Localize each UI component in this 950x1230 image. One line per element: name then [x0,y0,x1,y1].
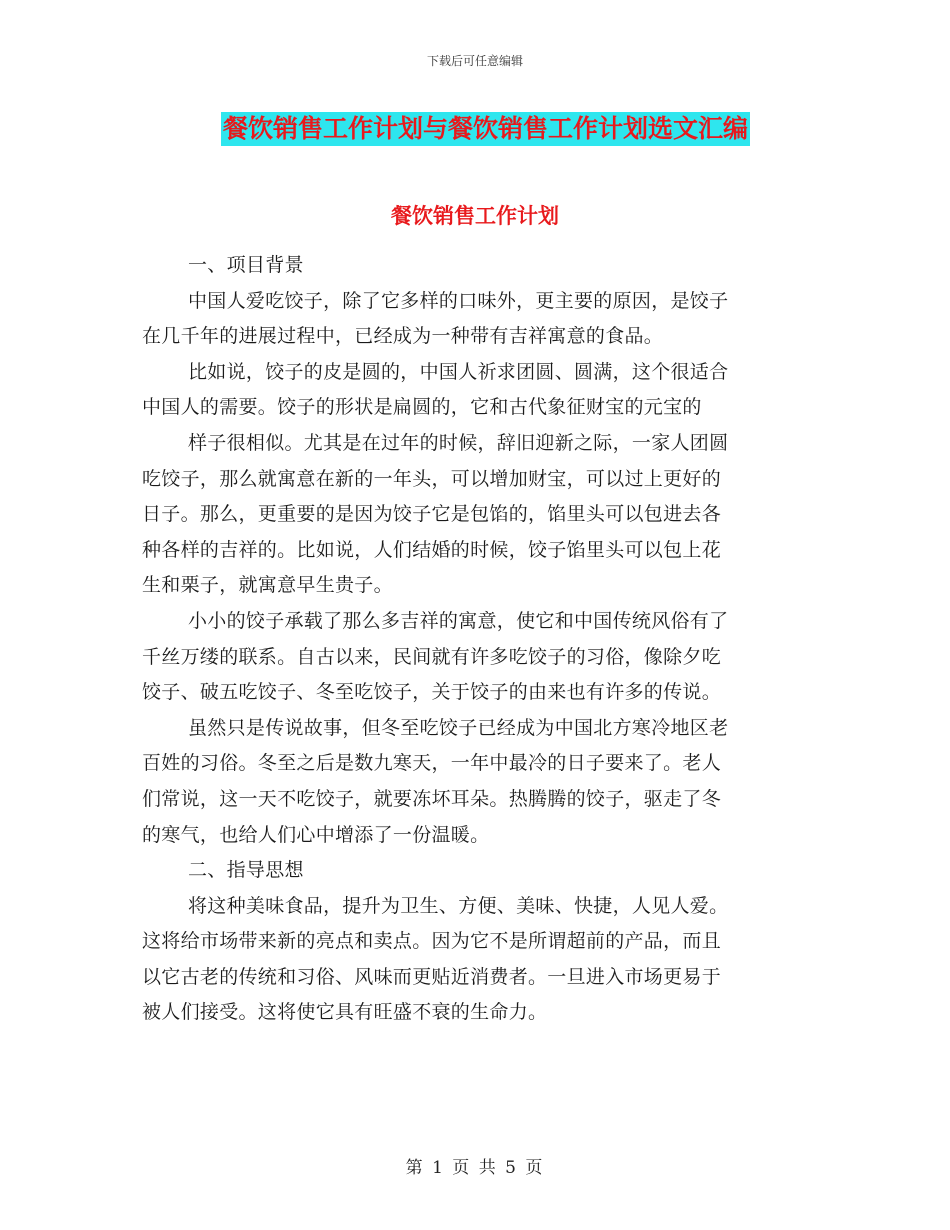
text-line: 饺子、破五吃饺子、冬至吃饺子，关于饺子的由来也有许多的传说。 [142,681,722,704]
text-line: 二、指导思想 [188,859,304,882]
text-line: 生和栗子，就寓意早生贵子。 [142,574,393,597]
text-line: 一、项目背景 [188,254,304,276]
text-line: 小小的饺子承载了那么多吉祥的寓意，使它和中国传统风俗有了 [188,609,729,632]
text-line: 们常说，这一天不吃饺子，就要冻坏耳朵。热腾腾的饺子，驱走了冬 [142,787,722,810]
text-line: 虽然只是传说故事，但冬至吃饺子已经成为中国北方寒冷地区老 [188,716,729,739]
text-line: 样子很相似。尤其是在过年的时候，辞旧迎新之际，一家人团圆 [188,431,729,454]
text-line: 比如说，饺子的皮是圆的，中国人祈求团圆、圆满，这个很适合 [188,360,729,383]
document-title: 餐饮销售工作计划与餐饮销售工作计划选文汇编 [221,112,750,146]
text-line: 百姓的习俗。冬至之后是数九寒天，一年中最冷的日子要来了。老人 [142,752,722,775]
header-note: 下载后可任意编辑 [426,54,523,68]
text-line: 种各样的吉祥的。比如说，人们结婚的时候，饺子馅里头可以包上花 [142,538,722,561]
text-line: 这将给市场带来新的亮点和卖点。因为它不是所谓超前的产品，而且 [142,930,722,953]
text-line: 吃饺子，那么就寓意在新的一年头，可以增加财宝，可以过上更好的 [142,467,722,490]
text-line: 中国人爱吃饺子，除了它多样的口味外，更主要的原因，是饺子 [188,289,729,312]
page-footer: 第 1 页 共 5 页 [405,1158,545,1178]
text-line: 中国人的需要。饺子的形状是扁圆的，它和古代象征财宝的元宝的 [142,396,702,419]
text-line: 以它古老的传统和习俗、风味而更贴近消费者。一旦进入市场更易于 [142,965,722,988]
text-line: 的寒气，也给人们心中增添了一份温暖。 [142,823,490,846]
section-title: 餐饮销售工作计划 [391,204,559,228]
text-line: 将这种美味食品，提升为卫生、方便、美味、快捷，人见人爱。 [188,894,729,917]
text-line: 日子。那么，更重要的是因为饺子它是包馅的，馅里头可以包进去各 [142,503,722,526]
text-line: 被人们接受。这将使它具有旺盛不衰的生命力。 [142,1001,548,1024]
text-line: 在几千年的进展过程中，已经成为一种带有吉祥寓意的食品。 [142,325,664,348]
text-line: 千丝万缕的联系。自古以来，民间就有许多吃饺子的习俗，像除夕吃 [142,645,722,668]
body-text [142,248,802,1031]
